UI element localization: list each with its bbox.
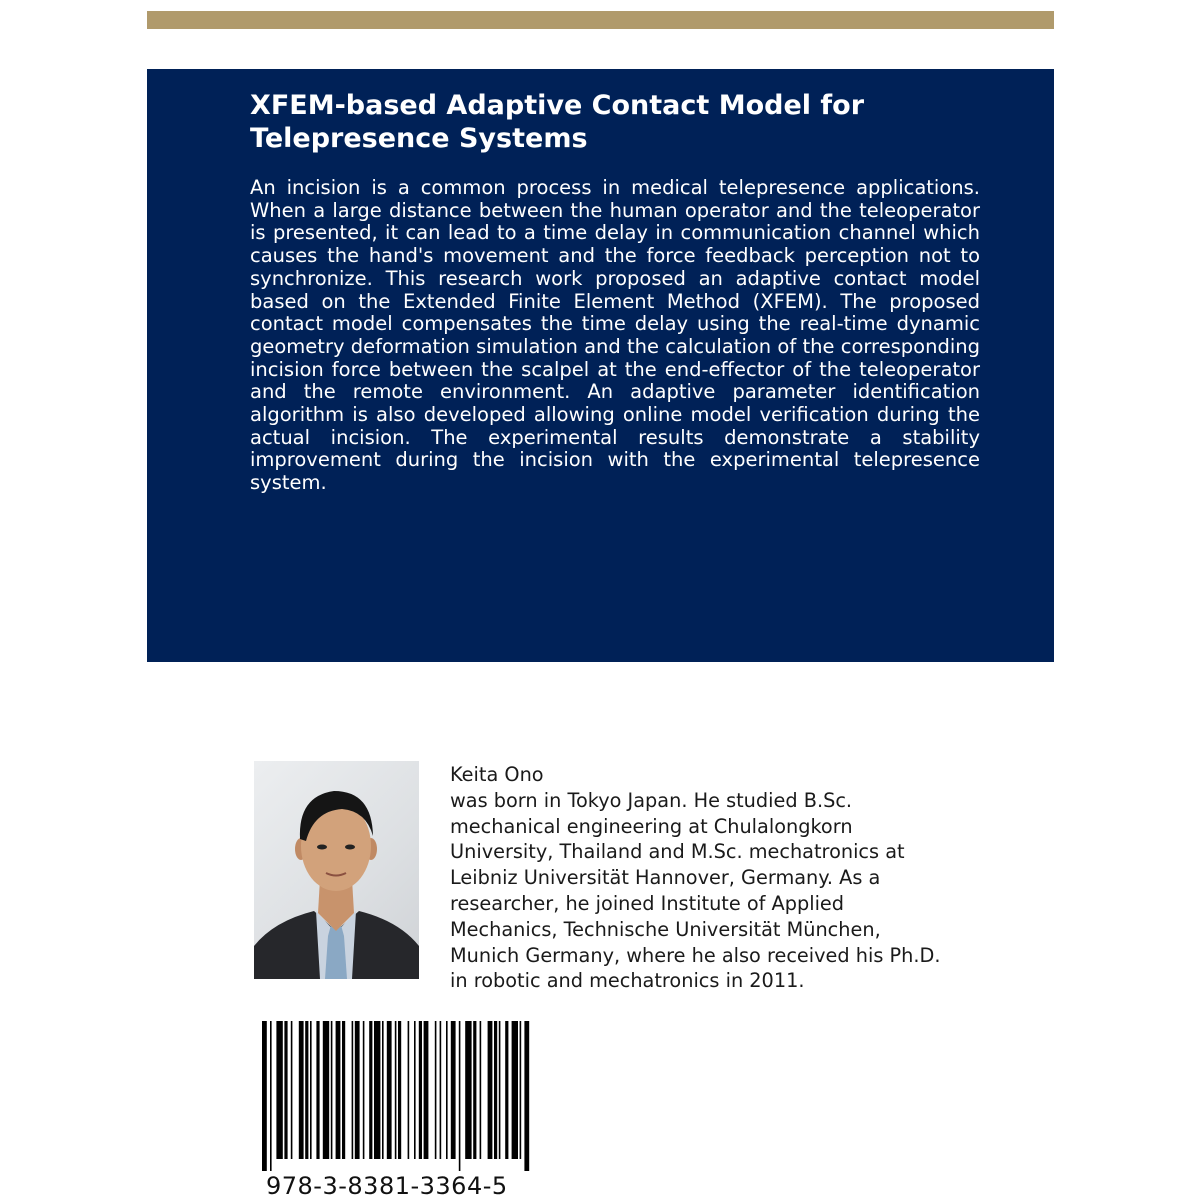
barcode-bar [512, 1021, 518, 1159]
barcode-bar [451, 1021, 456, 1159]
barcode-bar [262, 1021, 267, 1171]
barcode-bar [374, 1021, 380, 1159]
bio-line: Munich Germany, where he also received his Ph.D. [450, 943, 941, 967]
barcode-bar [480, 1021, 482, 1159]
barcode-bar [414, 1021, 416, 1159]
barcode-bar [505, 1021, 508, 1159]
barcode-bar [524, 1021, 529, 1171]
barcode-bar [382, 1021, 384, 1159]
author-photo [254, 761, 419, 979]
barcode-bar [387, 1021, 392, 1159]
barcode-bar [465, 1021, 471, 1159]
top-gold-strip [147, 11, 1054, 29]
author-name: Keita Ono [450, 763, 544, 786]
barcode-bar [499, 1021, 501, 1159]
barcode-bar [473, 1021, 476, 1159]
bio-line: mechanical engineering at Chulalongkorn [450, 814, 853, 838]
barcode-bar [331, 1021, 333, 1159]
isbn-number: 978-3-8381-3364-5 [266, 1172, 508, 1200]
barcode-bar [424, 1021, 429, 1159]
barcode-bar [398, 1021, 401, 1159]
barcode-bar [299, 1021, 304, 1159]
bio-line: Mechanics, Technische Universität München, [450, 917, 881, 941]
barcode-bar [494, 1021, 497, 1159]
bio-line: University, Thailand and M.Sc. mechatronics at [450, 840, 905, 864]
barcode-bar [310, 1021, 312, 1159]
bio-line: was born in Tokyo Japan. He studied B.Sc. [450, 788, 853, 812]
book-abstract: An incision is a common process in medical telepresence applications. When a large distance between the human operator and the teleoperator is presented, it can lead to a time delay in communication channel which causes the hand's movement and the force feedback perception not to synchronize. This research work proposed an adaptive contact model based on the Extended Finite Element Method (XFEM). The proposed contact model compensates the time delay using the real-time dynamic geometry deformation simulation and the calculation of the corresponding incision force between the scalpel at the end-effector of the teleoperator and the remote environment. An adaptive parameter identification algorithm is also developed allowing online model verification during the actual incision. The experimental results demonstrate a stability improvement during the incision with the experimental telepresence system. [250, 176, 980, 495]
barcode-bar [342, 1021, 345, 1159]
barcode-bar [284, 1021, 287, 1159]
author-bio [450, 762, 1010, 994]
cover-description-panel [147, 69, 1054, 662]
barcode-bar [408, 1021, 410, 1159]
barcode-bar [323, 1021, 329, 1159]
bio-line: Leibniz Universität Hannover, Germany. As a [450, 866, 881, 890]
barcode-bar [291, 1021, 293, 1159]
barcode-bar [520, 1021, 522, 1159]
barcode-bar [369, 1021, 372, 1159]
bio-line: researcher, he joined Institute of Applied [450, 891, 845, 915]
book-title: XFEM-based Adaptive Contact Model for Telepresence Systems [250, 90, 865, 154]
barcode-bar [459, 1021, 461, 1171]
barcode-bar [270, 1021, 272, 1171]
barcode-bar [363, 1021, 365, 1159]
barcode-bar [446, 1021, 448, 1159]
barcode-bar [395, 1021, 397, 1159]
barcode-bar [435, 1021, 437, 1159]
barcode-bar [316, 1021, 319, 1159]
barcode-bar [488, 1021, 493, 1159]
barcode-bar [352, 1021, 354, 1159]
barcode-bar [355, 1021, 360, 1159]
barcode-bar [440, 1021, 442, 1159]
barcode-bar [305, 1021, 308, 1159]
barcode-bar [336, 1021, 341, 1159]
bio-line: in robotic and mechatronics in 2011. [450, 969, 805, 993]
barcode-bar [276, 1021, 282, 1159]
barcode-bar [419, 1021, 422, 1159]
